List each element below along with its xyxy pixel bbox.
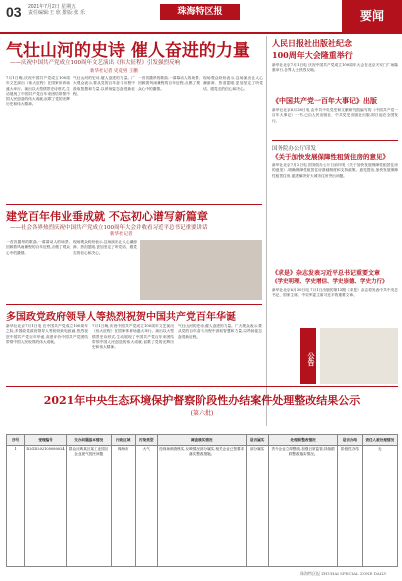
table-cell: 责令企业立即整改,加强日常监管,持续跟踪整改落实情况。 xyxy=(268,446,338,567)
book-body: 新华社北京6月28日电 由中共中央党史和文献研究院编写的《中国共产党一百年大事记》一书,已由人民出版社、中共党史出版社出版,即日起在全国发行。 xyxy=(272,108,398,123)
table-cell: 经现场调查核实,反映情况部分属实,相关企业已按要求落实整改措施。 xyxy=(157,446,246,567)
table-header-cell: 是否属实 xyxy=(246,435,268,446)
date-text: 2021年7月2日 星期五 xyxy=(28,4,77,10)
right-top-body: 新华社北京7月1日电 庆祝中国共产党成立100周年大会在北京天安门广场隆重举行,各界人士热烈反响。 xyxy=(272,63,398,73)
mid-subtitle: ——社会各界热烈庆祝中国共产党成立100周年大会并收看习近平总书记重要讲话 xyxy=(10,225,208,231)
footer-text: 珠海特区报 ZHUHAI SPECIAL ZONE DAILY xyxy=(300,571,387,576)
table-cell: 阶段性办结 xyxy=(338,446,362,567)
table-row xyxy=(7,446,398,567)
table-header-cell: 责任人被处理情况 xyxy=(362,435,398,446)
right-mid-title: 《关于加快发展保障性租赁住房的意见》 xyxy=(272,153,389,161)
masthead-logo: 珠海特区报 xyxy=(160,4,240,20)
right-low-title: 《求是》杂志发表习近平总书记重要文章 xyxy=(272,270,381,277)
bottom-column-1: 新华社北京7月1日电 在中国共产党成立100周年之际,多国政党政府领导人等纷纷致电致函,热烈祝贺中国共产党百年华诞,高度评价中国共产党团结带领中国人民取得的伟大成就。 xyxy=(6,324,88,344)
mid-column-1: 一首首激昂的歌曲,一幕幕动人的场景,回顾着风雨兼程的百年征程,点燃了观众心中的激情。 xyxy=(6,240,70,255)
announcement-title: 2021年中央生态环境保护督察阶段性办结案件处理整改结果公示 xyxy=(43,394,361,407)
bottom-title: 多国政党政府领导人等热烈祝贺中国共产党百年华诞 xyxy=(6,312,236,323)
table-cell: 大气 xyxy=(135,446,157,567)
lead-column-4: 现场观众纷纷表示,这场演出让人心潮澎湃、热泪盈眶,更加坚定了听党话、跟党走的信心和决心。 xyxy=(203,76,263,91)
table-header-row xyxy=(7,435,398,446)
announcement-table xyxy=(6,434,398,567)
table-cell: 无 xyxy=(362,446,398,567)
table-header-cell: 序号 xyxy=(7,435,25,446)
table-header-cell: 行政区域 xyxy=(111,435,135,446)
lead-column-3: 一首首激昂的歌曲,一幕幕动人的场景,回顾着风雨兼程的百年征程,点燃了观众心中的激情。 xyxy=(138,76,200,91)
divider xyxy=(6,304,262,305)
right-mid-kicker: 国务院办公厅印发 xyxy=(272,146,317,152)
table-cell: 部分属实 xyxy=(246,446,268,567)
page-header xyxy=(0,0,402,34)
table-cell: 1 xyxy=(7,446,25,567)
announcement-subtitle: (第六批) xyxy=(190,410,214,417)
divider xyxy=(6,386,398,387)
mid-title: 建党百年伟业垂成就 不忘初心谱写新篇章 xyxy=(6,210,208,223)
notice-label: 公告 xyxy=(300,328,316,384)
right-low-subtitle: 《学史明理、学史增信、学史崇德、学史力行》 xyxy=(272,279,388,285)
lead-title: 气壮山河的史诗 催人奋进的力量 xyxy=(6,41,250,61)
table-header-cell: 是否办结 xyxy=(338,435,362,446)
lead-column-1: 7月1日晚,庆祝中国共产党成立100周年文艺演出《伟大征程》在国家体育场盛大举行。演出以大型情景史诗形式,生动展现了中国共产党百年来团结带领中国人民创造的伟大成就,讴歌了党的光辉历史和伟大精神。 xyxy=(6,76,70,107)
lead-byline: 新华社记者 史竞男 王鹏 xyxy=(90,69,138,74)
editor-text: 责任编辑:王 欣 排版:张 乐 xyxy=(28,10,85,16)
date-line xyxy=(28,4,86,16)
notice-box xyxy=(320,328,398,384)
table-header-cell: 交办问题基本情况 xyxy=(66,435,111,446)
page-number: 03 xyxy=(6,4,22,20)
table-cell: D2GD202105080024 xyxy=(25,446,66,567)
lead-subtitle: ——庆祝中国共产党成立100周年文艺演出《伟大征程》引发强烈反响 xyxy=(10,60,180,66)
column-divider xyxy=(266,36,267,426)
mid-photo xyxy=(140,240,262,300)
right-top-title-1: 人民日报社出版社纪念 xyxy=(272,38,352,48)
right-low-body: 新华社北京6月30日电 7月1日出版的第13期《求是》杂志将发表中共中央总书记、国家主席、中央军委主席习近平的重要文章。 xyxy=(272,288,398,298)
table-header-cell: 污染类型 xyxy=(135,435,157,446)
table-header-cell: 受理编号 xyxy=(25,435,66,446)
section-label: 要闻 xyxy=(342,0,402,32)
book-title: 《中国共产党一百年大事记》出版 xyxy=(272,96,377,105)
divider xyxy=(6,204,262,205)
lead-column-2: 气壮山河的史诗,催人奋进的力量。广大观众表示,要从党的百年奋斗历程中汲取智慧和力量,以昂扬姿态奋进新征程。 xyxy=(73,76,135,96)
table-cell: 珠海市 xyxy=(111,446,135,567)
table-header-cell: 处理和整改情况 xyxy=(268,435,338,446)
table-header-cell: 调查核实情况 xyxy=(157,435,246,446)
table-cell: 群众反映某区某工业园区企业废气扰民问题 xyxy=(66,446,111,567)
mid-byline: 新华社记者 xyxy=(110,232,133,237)
divider xyxy=(272,140,398,141)
bottom-column-2: 7月1日晚,庆祝中国共产党成立100周年文艺演出《伟大征程》在国家体育场盛大举行。演出以大型情景史诗形式,生动展现了中国共产党百年来团结带领中国人民创造的伟大成就,讴歌了党的光辉历史和伟大精神。 xyxy=(92,324,174,350)
right-mid-body: 新华社北京7月2日电 国务院办公厅日前印发《关于加快发展保障性租赁住房的意见》,明确保障性租赁住房基础制度和支持政策。意见提出,加快发展保障性租赁住房,促进解决好大城市住房突出问题。 xyxy=(272,163,398,178)
mid-column-2: 现场观众纷纷表示,这场演出让人心潮澎湃、热泪盈眶,更加坚定了听党话、跟党走的信心和决心。 xyxy=(73,240,137,255)
bottom-column-3: 气壮山河的史诗,催人奋进的力量。广大观众表示,要从党的百年奋斗历程中汲取智慧和力量,以昂扬姿态奋进新征程。 xyxy=(178,324,262,339)
right-top-title-2: 100周年大会隆重举行 xyxy=(272,50,353,60)
